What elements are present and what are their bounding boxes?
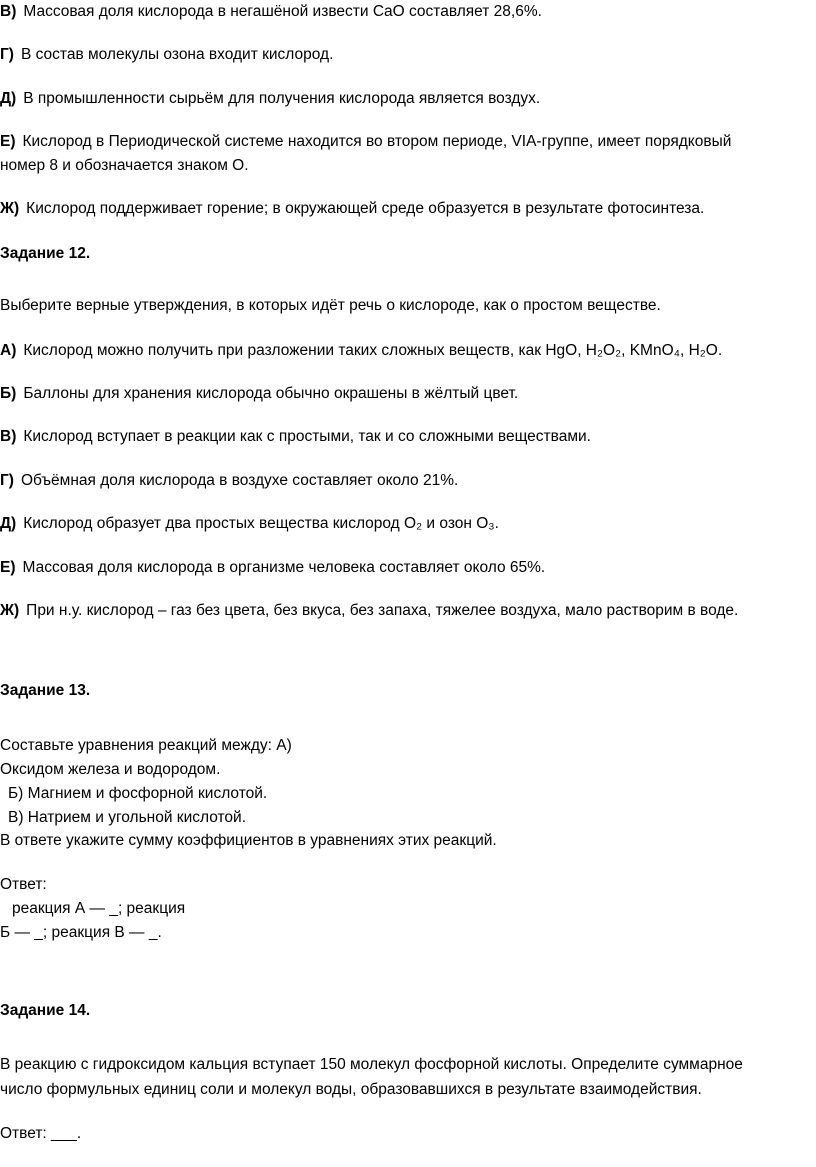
task-12-option-d <box>0 513 499 535</box>
statement-label: Г) <box>0 46 14 63</box>
task-13-line: В) Натрием и угольной кислотой. <box>8 809 247 826</box>
task-12-option-a <box>0 340 722 362</box>
task-13-line: Составьте уравнения реакций между: А) <box>0 737 292 754</box>
task-12-option-zh <box>0 600 738 622</box>
option-text: Кислород образует два простых вещества кислород O₂ и озон O₃. <box>23 515 499 532</box>
option-label: Д) <box>0 515 17 532</box>
option-label: В) <box>0 428 17 445</box>
statement-label: В) <box>0 3 17 20</box>
statement-label: Е) <box>0 133 16 150</box>
statement-text: Кислород в Периодической системе находится во втором периоде, VIA-группе, имеет порядковый <box>22 133 732 150</box>
task-14-text: число формульных единиц соли и молекул воды, образовавшихся в результате взаимодействия. <box>0 1081 702 1098</box>
option-text: При н.у. кислород – газ без цвета, без вкуса, без запаха, тяжелее воздуха, мало растворим в воде. <box>26 602 739 619</box>
option-label: А) <box>0 342 17 359</box>
task-12-option-b <box>0 383 518 405</box>
task-13-answer-label: Ответ: <box>0 876 47 893</box>
task-13-line: Б) Магнием и фосфорной кислотой. <box>8 785 268 802</box>
statement-text: Массовая доля кислорода в негашёной извести CaO составляет 28,6%. <box>23 3 542 20</box>
option-label: Е) <box>0 559 16 576</box>
task-13-answer-line: реакция А — _; реакция <box>12 900 186 917</box>
statement-label: Ж) <box>0 200 20 217</box>
option-label: Б) <box>0 385 17 402</box>
option-text: Баллоны для хранения кислорода обычно окрашены в жёлтый цвет. <box>23 385 519 402</box>
task-13-answer-line: Б — _; реакция В — _. <box>0 924 162 941</box>
statement-label: Д) <box>0 90 17 107</box>
task-13-heading: Задание 13. <box>0 682 91 699</box>
statement-text: Кислород поддерживает горение; в окружающей среде образуется в результате фотосинтеза. <box>26 200 705 217</box>
statement-e <box>0 131 731 153</box>
task-14-text: В реакцию с гидроксидом кальция вступает 150 молекул фосфорной кислоты. Определите суммарное <box>0 1056 743 1073</box>
statement-e-continuation: номер 8 и обозначается знаком O. <box>0 157 249 174</box>
task-12-heading: Задание 12. <box>0 245 91 262</box>
option-text: Объёмная доля кислорода в воздухе составляет около 21%. <box>20 472 459 489</box>
statement-text: В промышленности сырьём для получения кислорода является воздух. <box>23 90 541 107</box>
task-14-answer: Ответ: ___. <box>0 1125 82 1142</box>
statement-g <box>0 44 333 66</box>
task-13-line: Оксидом железа и водородом. <box>0 761 221 778</box>
option-label: Г) <box>0 472 14 489</box>
statement-text: В состав молекулы озона входит кислород. <box>20 46 334 63</box>
task-12-option-v <box>0 426 591 448</box>
task-12-option-e <box>0 557 545 579</box>
statement-d <box>0 88 540 110</box>
statement-v <box>0 1 542 23</box>
option-text: Кислород можно получить при разложении таких сложных веществ, как HgO, H₂O₂, KMnO₄, H₂O. <box>23 342 723 359</box>
option-text: Кислород вступает в реакции как с простыми, так и со сложными веществами. <box>23 428 591 445</box>
task-13-line: В ответе укажите сумму коэффициентов в уравнениях этих реакций. <box>0 832 497 849</box>
task-12-prompt: Выберите верные утверждения, в которых идёт речь о кислороде, как о простом веществе. <box>0 297 661 314</box>
task-12-option-g <box>0 470 458 492</box>
statement-zh <box>0 198 704 220</box>
task-14-heading: Задание 14. <box>0 1002 91 1019</box>
option-label: Ж) <box>0 602 20 619</box>
option-text: Массовая доля кислорода в организме человека составляет около 65%. <box>22 559 546 576</box>
